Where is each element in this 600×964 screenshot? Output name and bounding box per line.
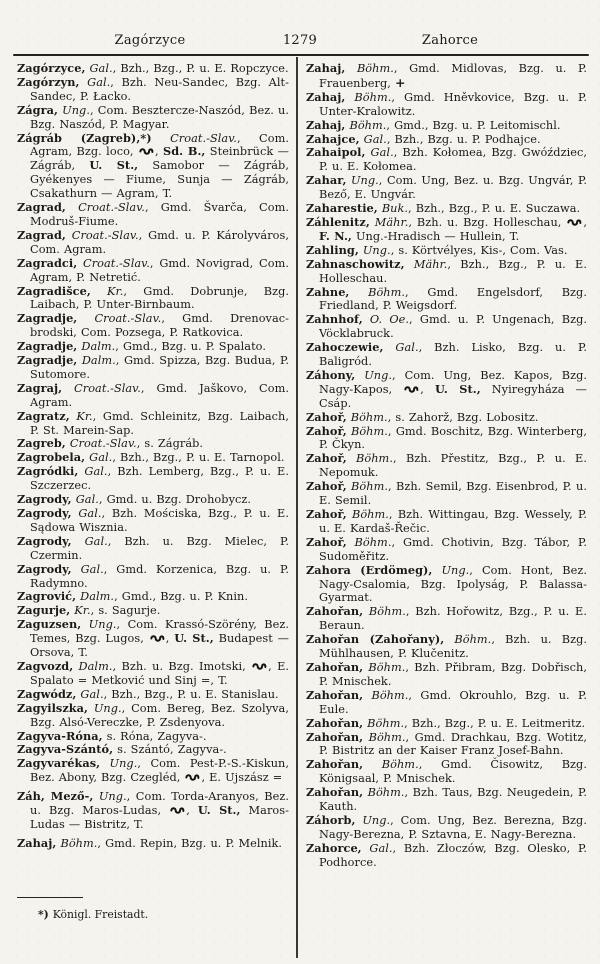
entry-text: , Gmd. Repin, Bzg. u. P. Melnik. [97,836,283,850]
left-column [17,62,289,851]
gazetteer-entry [306,133,587,147]
entry-text: , [420,382,435,396]
gazetteer-entry [17,354,289,382]
gazetteer-entry [306,62,587,91]
entry-headword: Zágra, [17,102,58,117]
entry-text: U. St., [434,381,481,396]
entry-region: Böhm. [363,758,419,772]
entry-headword: Zahoř, [306,451,347,466]
entry-text: , Com. Torda-Aranyos, Bez. u. Bzg. Maros-Ludas, [30,790,289,818]
entry-region: Mähr. [404,257,448,271]
entry-text: , Gmd. u. P. Ungenach, Bzg. Vöcklabruck. [319,313,588,341]
entry-region: Ung. [358,243,391,257]
gazetteer-entry [306,480,587,508]
entry-text: , Bzh., Bzg., P. u. E. Stanislau. [103,687,279,701]
entry-region: Dalm. [77,340,116,354]
entry-text: Ung.-Hradisch — Hullein, T. [351,229,520,243]
gazetteer-entry [17,312,289,340]
entry-text: U. St., [89,158,139,173]
gazetteer-entry [306,564,587,606]
entry-text: , Gmd. Čisowitz, Bzg. Königsaal, P. Mnischek. [319,758,587,786]
entry-text: , Com. Ung, Bez. u. Bzg. Ungvár, P. Bező, E. Ungvár. [319,174,587,202]
entry-headword: Zaharestie, [306,201,378,216]
entry-text: , Gmd. Engelsdorf, Bzg. Friedland, P. Weigsdorf. [319,285,587,313]
entry-region: Gal. [71,562,104,576]
gazetteer-entry [306,119,587,133]
entry-text: , Bzh. Lemberg, Bzg., P. u. E. Szczerzec. [30,465,289,493]
entry-text: F. N., [319,228,352,243]
entry-headword: Zahořan, [306,729,364,744]
gazetteer-entry [17,757,289,785]
entry-region: Böhm. [346,410,388,424]
gazetteer-entry [17,451,289,465]
entry-headword: Zagreb, [17,436,66,451]
entry-text: , Gmd. u. Bzg. Drohobycz. [98,493,252,507]
entry-text: , Bzh. Hořowitz, Bzg., P. u. E. Beraun. [319,605,587,633]
cross-icon: + [394,74,406,90]
entry-headword: Zagrad, [17,227,66,242]
gazetteer-entry [17,743,289,757]
entry-text: , s. Sagurje. [90,604,161,618]
entry-region: Böhm. [346,535,392,549]
gazetteer-entry [306,258,587,286]
gazetteer-entry [17,604,289,618]
entry-text: , Bzh. u. Bzg. Holleschau, [408,215,567,229]
entry-headword: Zahoczewie, [306,340,384,355]
entry-region: Gal. [383,341,419,355]
entry-headword: Zagwódz, [17,686,77,701]
posthorn-icon [185,773,200,782]
entry-region: Böhm. [363,716,405,730]
entry-headword: Zagrović, [17,589,77,604]
gazetteer-entry [306,633,587,661]
entry-headword: Zagyilszka, [17,700,89,715]
entry-headword: Zagraj, [17,380,63,395]
entry-text: , Gmd. Okrouhlo, Bzg. u. P. Eule. [319,688,587,716]
entry-headword: Zagrody, [17,492,72,507]
entry-text: , Bzh. Wittingau, Bzg. Wessely, P. u. E. Kardaš-Řečic. [319,508,587,535]
entry-headword: Zágráb (Zagreb),*) [17,130,152,145]
gazetteer-entry [306,369,587,411]
entry-text: Steinbrück — Zágráb, [30,145,289,173]
entry-region: Ung. [346,174,379,188]
entry-text: , Gmd. Novigrad, Com. Agram, P. Netretić. [30,256,289,284]
entry-headword: Zagrody, [17,533,72,548]
entry-region: Kr. [70,604,91,618]
gazetteer-entry [17,535,289,563]
entry-text: , Com. Agram, Bzg. loco, [30,131,289,159]
entry-text: , Bzh., Bzg., P. u. E. Tarnopol. [112,451,285,465]
entry-region: Gal. [359,132,387,146]
posthorn-icon [252,662,267,671]
entry-region: Buk. [377,202,409,216]
entry-text: , Com. Krassó-Szörény, Bez. Temes, Bzg. Lugos, [30,618,289,646]
gazetteer-entry [306,202,587,216]
entry-headword: Zahořan, [306,604,364,619]
gazetteer-entry [17,590,289,604]
gazetteer-entry [306,216,587,244]
entry-text: Nyiregyháza — Csáp. [319,382,587,410]
gazetteer-entry [306,508,587,536]
right-column [306,62,587,870]
gazetteer-entry [306,731,587,759]
entry-text: , Com. Bereg, Bez. Szolyva, Bzg. Alsó-Vereczke, P. Zsdenyova. [30,701,289,729]
entry-headword: Zahořan, [306,785,364,800]
entry-text: s. Róna, Zagyva-. [102,729,207,743]
entry-region: Ung. [355,813,391,827]
gazetteer-entry [306,689,587,717]
entry-text: , Bzh. Semil, Bzg. Eisenbrod, P. u. E. Semil. [319,480,587,508]
entry-region: Ung. [81,618,117,632]
entry-headword: Zaguzsen, [17,617,82,632]
gazetteer-entry [306,91,587,119]
gazetteer-entry [17,618,289,660]
entry-text: , [186,804,198,818]
gazetteer-entry [306,536,587,564]
gazetteer-entry [17,507,289,535]
entry-headword: Zahling, [306,242,359,257]
gazetteer-entry [306,758,587,786]
entry-headword: Zagyva-Róna, [17,728,103,743]
entry-headword: Zagratz, [17,408,70,423]
gazetteer-entry [17,660,289,688]
entry-text: , Bzh. Neu-Sandec, Bzg. Alt-Sandec, P. Łacko. [30,75,289,103]
gazetteer-entry [306,411,587,425]
entry-region: Böhm. [444,633,492,647]
entry-region: Böhm. [363,688,409,702]
footnote-marker: *) [38,908,49,921]
entry-headword: Zahaj, [306,89,346,104]
entry-region: O. Oe. [362,313,410,327]
entry-region: Böhm. [345,118,387,132]
entry-headword: Zagórzyn, [17,74,80,89]
entry-text: , Bzh. Přibram, Bzg. Dobřisch, P. Mnischek. [319,660,587,688]
entry-text: , Com. Pest-P.-S.-Kiskun, Bez. Abony, Bzg. Czegléd, [30,757,289,785]
entry-region: Ung. [88,701,122,715]
entry-headword: Zagradje, [17,311,78,326]
entry-text: , [165,632,175,646]
entry-region: Böhm. [346,480,388,494]
entry-text: , Bzh., Bzg., P. u. E. Holleschau. [319,257,587,285]
entry-headword: Zahajce, [306,131,360,146]
entry-text: , Gmd. Spizza, Bzg. Budua, P. Sutomore. [30,354,290,381]
entry-text: , Bzh. Złoczów, Bzg. Olesko, P. Podhorce. [319,841,587,869]
gazetteer-entry [17,340,289,354]
entry-text: , Bzh., Bzg., P. u. E. Leitmeritz. [404,716,586,730]
entry-text: , Gmd. Schleinitz, Bzg. Laibach, P. St. Marein-Sap. [30,409,289,437]
entry-headword: Zahoř, [306,423,347,438]
gazetteer-entry [306,313,587,341]
entry-headword: Záhorb, [306,812,356,827]
entry-headword: Zahořan, [306,687,364,702]
entry-headword: Zagórzyce, [17,61,86,75]
entry-region: Gal. [361,841,393,855]
entry-text: U. St., [197,803,241,818]
gazetteer-entry [17,465,289,493]
gazetteer-entry [306,717,587,731]
entry-text: , Bzh. Taus, Bzg. Neugedein, P. Kauth. [319,786,587,814]
entry-region: Croat.-Slav. [77,312,162,326]
entry-headword: Zagradišce, [17,283,91,298]
entry-region: Böhm. [345,90,392,104]
gazetteer-entry [17,493,289,507]
gazetteer-entry [306,605,587,633]
entry-headword: Zahne, [306,284,350,299]
gazetteer-entry [306,146,587,174]
entry-region: Böhm. [346,508,389,521]
gazetteer-entry [306,174,587,202]
entry-text: , Gmd. Drenovac-brodski, Com. Pozsega, P. Ratkovica. [30,312,290,340]
entry-headword: Zagradci, [17,255,78,270]
entry-region: Böhm. [56,836,98,850]
entry-headword: Zagrody, [17,506,72,520]
entry-region: Böhm. [363,786,405,800]
entry-headword: Zagrody, [17,561,72,576]
entry-region: Croat.-Slav. [77,256,150,270]
entry-region: Gal. [71,534,108,548]
entry-headword: Záhlenitz, [306,214,370,229]
posthorn-icon [139,147,154,156]
entry-headword: Zahořan, [306,757,364,772]
footnote [17,908,148,921]
entry-text: , Gmd., Bzg. u. P. Spalato. [115,340,266,354]
gazetteer-entry [306,244,587,258]
entry-text: , Gmd. Dobrunje, Bzg. Laibach, P. Unter-Birnbaum. [30,284,289,312]
entry-headword: Záhony, [306,367,356,382]
entry-text: , Gmd. Midlovas, Bzg. u. P. Frauenberg, [319,62,587,90]
entry-text: , Bzh. u. Bzg. Imotski, [112,659,252,673]
entry-headword: Zahořan, [306,715,364,730]
entry-headword: Zahořan, [306,659,364,674]
entry-region: Böhm. [363,660,406,674]
entry-text: , Gmd. Chotivin, Bzg. Tábor, P. Sudoměřitz. [319,535,587,563]
entry-region: Gal. [71,507,102,520]
entry-headword: Zahoř, [306,479,347,494]
gazetteer-entry [17,410,289,438]
entry-headword: Zagradje, [17,353,78,368]
entry-headword: Zahořan (Zahořany), [306,632,445,647]
gazetteer-entry [17,730,289,744]
entry-region: Ung. [432,563,470,577]
entry-text: , Gmd. Švarča, Com. Modruš-Fiume. [30,201,290,228]
entry-region: Dalm. [77,354,116,368]
entry-text: , Gmd. Drachkau, Bzg. Wotitz, P. Bistritz an der Kaiser Franz Josef-Bahn. [319,730,587,758]
entry-headword: Záh, Mező-, [17,789,94,804]
page-number: 1279 [282,33,318,48]
gazetteer-entry [17,790,289,832]
entry-headword: Zahnaschowitz, [306,256,405,271]
entry-text: , s. Zágráb. [136,437,204,451]
entry-region: Gal. [85,451,113,465]
entry-text: , Com. Ung, Bez. Kapos, Bzg. Nagy-Kapos, [319,368,587,396]
entry-region: Gal. [78,465,108,479]
entry-text: , [154,145,163,159]
gazetteer-entry [17,702,289,730]
entry-region: Böhm. [363,605,406,619]
gazetteer-entry [17,257,289,285]
entry-headword: Zagyva-Szántó, [17,742,114,757]
gazetteer-entry [17,563,289,591]
entry-region: Croat.-Slav. [65,228,139,242]
entry-text: s. Szántó, Zagyva-. [113,743,227,757]
gazetteer-entry [17,62,289,76]
gazetteer-entry [17,437,289,451]
entry-region: Ung. [100,757,138,771]
entry-text: , Com. Besztercze-Naszód, Bez. u. Bzg. Naszód, P. Magyar. [30,103,289,131]
entry-headword: Zagrobela, [17,450,86,465]
entry-headword: Zagyvarékas, [17,756,101,771]
entry-region: Gal. [79,75,111,89]
gazetteer-entry [306,452,587,480]
entry-text: , Gmd. Hněvkovice, Bzg. u. P. Unter-Kralowitz. [319,90,587,118]
entry-text: Budapest — Orsova, T. [30,632,289,660]
gazetteer-entry [17,688,289,702]
entry-region: Böhm. [346,452,393,466]
entry-region: Croat.-Slav. [65,437,137,451]
entry-text: , Bzh. Mościska, Bzg., P. u. E. Sądowa Wisznia. [30,507,289,534]
gazetteer-entry [306,661,587,689]
entry-headword: Zahoř, [306,409,347,424]
entry-text: Samobor — Zágráb, Gyékenyes — Fiume, Sunja — Zágráb, Csakathurn — Agram, T. [30,159,289,201]
entry-region: Dalm. [76,590,115,604]
footnote-text: Königl. Freistadt. [52,908,149,921]
gazetteer-entry [17,132,289,202]
gazetteer-entry [17,76,289,104]
entry-text: Sd. B., [162,144,206,159]
entry-text: , Bzh. Kołomea, Bzg. Gwóździec, P. u. E. Kołomea. [319,146,587,174]
entry-headword: Zahar, [306,173,347,188]
entry-text: , Bzh., Bzg., P. u. E. Suczawa. [408,202,581,216]
entry-text: , Bzh. u. Bzg. Mühlhausen, P. Klučenitz. [319,633,588,661]
gazetteer-entry [17,201,289,229]
entry-text: , Gmd. Korzenica, Bzg. u. P. Radymno. [30,562,289,590]
entry-text: , s. Zahorž, Bzg. Lobositz. [387,410,539,424]
entry-headword: Zagurje, [17,603,71,618]
entry-region: Böhm. [349,285,406,299]
entry-region: Croat.-Slav. [62,381,141,395]
entry-region: Kr. [90,284,124,298]
column-divider-rule [296,57,298,958]
entry-text: U. St., [174,631,214,646]
entry-region: Ung. [93,790,127,804]
entry-headword: Zahaipol, [306,145,366,160]
entry-headword: Zahora (Erdömeg), [306,562,433,577]
entry-region: Ung. [57,103,90,117]
entry-text: , E. Spalato = Metković und Sinj =, T. [30,659,290,687]
entry-region: Croat.-Slav. [151,131,237,145]
entry-text: Maros-Ludas — Bistritz, T. [30,804,289,831]
entry-text: , Bzh. Přestitz, Bzg., P. u. E. Nepomuk. [319,452,587,480]
entry-text: , Gmd., Bzg. u. P. Leitomischl. [386,118,561,132]
running-head-right: Zahorce [421,33,479,48]
entry-text: , Bzh. Lisko, Bzg. u. P. Baligród. [319,341,587,369]
gazetteer-entry [306,341,587,369]
entry-region: Dalm. [73,659,113,673]
gazetteer-entry [17,837,289,851]
entry-text: , Bzh., Bzg., P. u. E. Ropczyce. [112,62,289,75]
gazetteer-entry [306,425,587,453]
gazetteer-entry [306,842,587,870]
entry-region: Kr. [69,409,93,423]
entry-text: , Bzh. u. Bzg. Mielec, P. Czermin. [30,534,289,562]
entry-headword: Zahorce, [306,840,362,855]
entry-region: Gal. [365,146,394,160]
entry-headword: Zagradje, [17,339,78,354]
entry-region: Böhm. [345,62,394,75]
gazetteer-entry [17,229,289,257]
gazetteer-entry [17,104,289,132]
posthorn-icon [404,385,419,394]
entry-headword: Zahoř, [306,507,347,521]
posthorn-icon [150,634,165,643]
gazetteer-entry [306,286,587,314]
posthorn-icon [567,218,582,227]
entry-text: , s. Körtvélyes, Kis-, Com. Vas. [390,243,568,257]
entry-headword: Zahaj, [306,61,346,75]
entry-region: Böhm. [363,730,406,744]
entry-region: Ung. [355,368,393,382]
entry-headword: Zagrad, [17,200,66,215]
entry-headword: Zagvozd, [17,658,74,673]
footnote-rule [17,897,83,898]
entry-headword: Zahaj, [306,117,346,132]
gazetteer-entry [306,814,587,842]
entry-region: Böhm. [346,424,388,438]
running-head-left: Zagórzyce [114,33,186,48]
gazetteer-entry [17,285,289,313]
entry-headword: Zahaj, [17,835,57,850]
entry-text: , Gmd. Jaškovo, Com. Agram. [30,381,290,409]
entry-text: , E. Ujszász = [201,771,283,785]
entry-region: Gal. [76,687,104,701]
entry-text: , [583,215,587,229]
entry-headword: Zahnhof, [306,312,363,327]
gazetteer-entry [17,382,289,410]
entry-region: Mähr. [369,215,409,229]
entry-text: , Gmd., Bzg. u. P. Knin. [114,590,249,604]
header-rule [13,54,589,56]
gazetteer-entry [306,786,587,814]
entry-text: , Com. Ung, Bez. Berezna, Bzg. Nagy-Berezna, P. Sztavna, E. Nagy-Berezna. [319,813,587,841]
entry-headword: Zagródki, [17,464,79,479]
entry-region: Gal. [71,493,99,507]
entry-region: Croat.-Slav. [65,201,145,215]
entry-text: , Bzh., Bzg. u. P. Podhajce. [386,132,541,146]
entry-text: , Com. Hont, Bez. Nagy-Csalomia, Bzg. Ipolyság, P. Balassa-Gyarmat. [319,563,587,605]
entry-text: , Gmd. Boschitz, Bzg. Winterberg, P. Čkyn. [319,424,587,452]
posthorn-icon [170,806,185,815]
entry-text: , Gmd. u. P. Károlyváros, Com. Agram. [30,228,289,256]
entry-headword: Zahoř, [306,534,347,549]
entry-region: Gal. [85,62,113,75]
